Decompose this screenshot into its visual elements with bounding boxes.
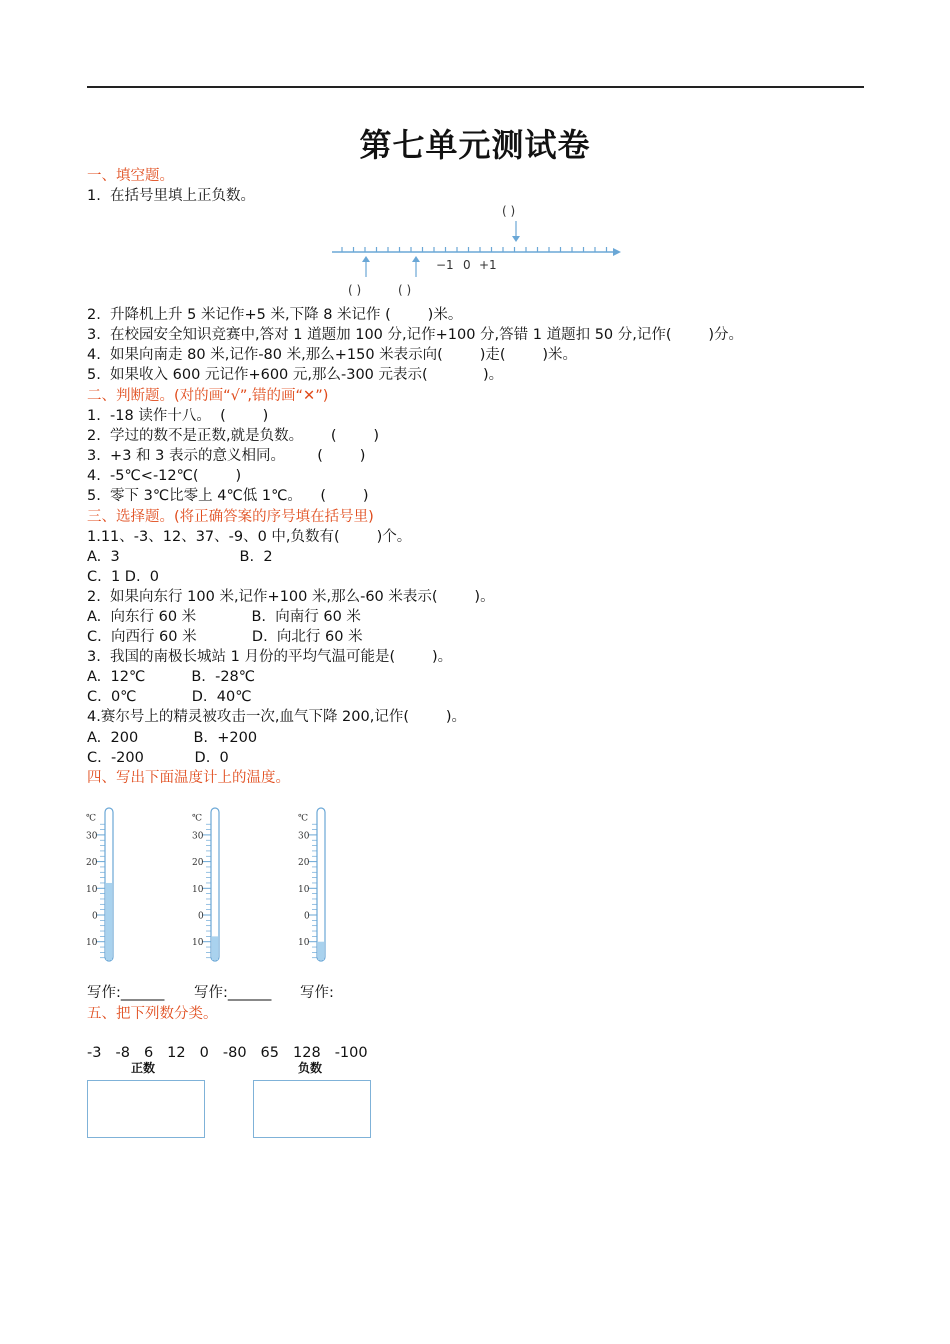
bottom-answer-paren-2: ( ) <box>398 283 412 297</box>
number-item: -8 <box>115 1045 130 1061</box>
thermometer-label-20: 20 <box>192 858 204 869</box>
thermometer-label-20: 20 <box>86 858 98 869</box>
section-4-heading: 四、写出下面温度计上的温度。 <box>87 770 290 786</box>
thermometer-label-0: 0 <box>198 911 204 922</box>
top-answer-paren: ( ) <box>502 204 516 218</box>
number-line <box>330 200 630 300</box>
s3-q1-options-ab: A. 3 B. 2 <box>87 549 273 565</box>
thermometer-tube <box>317 808 325 961</box>
thermometer-mercury <box>318 942 324 960</box>
s2-question-2: 2. 学过的数不是正数,就是负数。 ( ) <box>87 428 380 444</box>
thermometer-label-0: 0 <box>92 911 98 922</box>
thermometer-mercury <box>106 883 112 960</box>
thermometer-mercury <box>212 936 218 960</box>
thermometer-unit-label: ℃ <box>192 813 203 824</box>
section-3-heading: 三、选择题。(将正确答案的序号填在括号里) <box>87 509 374 525</box>
number-item: 128 <box>293 1045 321 1061</box>
s3-q3-options-cd: C. 0℃ D. 40℃ <box>87 689 252 705</box>
page-title: 第七单元测试卷 <box>359 126 591 164</box>
bottom-answer-paren-1: ( ) <box>348 283 362 297</box>
tick-label-pos1: +1 <box>479 258 497 272</box>
thermometer-label-30: 30 <box>86 831 98 842</box>
number-item: 12 <box>167 1045 186 1061</box>
s3-q4-options-ab: A. 200 B. +200 <box>87 730 258 746</box>
thermometer-label-20: 20 <box>298 858 310 869</box>
s3-q2-options-cd: C. 向西行 60 米 D. 向北行 60 米 <box>87 629 363 645</box>
s2-question-3: 3. +3 和 3 表示的意义相同。 ( ) <box>87 448 366 464</box>
section-1-heading: 一、填空题。 <box>87 168 174 184</box>
s3-q2-options-ab: A. 向东行 60 米 B. 向南行 60 米 <box>87 609 361 625</box>
s3-question-2: 2. 如果向东行 100 米,记作+100 米,那么-60 米表示( )。 <box>87 589 495 605</box>
number-item: 65 <box>260 1045 279 1061</box>
axis-arrowhead-icon <box>613 248 621 256</box>
thermometer-label-0: 0 <box>304 911 310 922</box>
thermometer-label-minus10: 10 <box>192 938 204 949</box>
thermometer-2-answer: 写作:______ <box>194 985 272 1001</box>
s3-question-4: 4.赛尔号上的精灵被攻击一次,血气下降 200,记作( )。 <box>87 709 467 725</box>
positive-box-label: 正数 <box>131 1061 156 1075</box>
s1-question-5: 5. 如果收入 600 元记作+600 元,那么-300 元表示( )。 <box>87 367 504 383</box>
negative-box-label: 负数 <box>298 1061 323 1075</box>
thermometer-1-answer: 写作:______ <box>87 985 165 1001</box>
top-rule <box>87 86 864 88</box>
positive-numbers-box <box>87 1080 205 1138</box>
tick-label-0: 0 <box>463 258 471 272</box>
section-2-heading: 二、判断题。(对的画“√”,错的画“✕”) <box>87 388 329 404</box>
s1-question-3: 3. 在校园安全知识竞赛中,答对 1 道题加 100 分,记作+100 分,答错 1 道题扣 50 分,记作( )分。 <box>87 327 744 343</box>
number-item: -80 <box>222 1045 247 1061</box>
s3-q1-options-cd: C. 1 D. 0 <box>87 569 160 585</box>
number-item: -100 <box>334 1045 368 1061</box>
down-arrowhead-icon <box>512 236 520 242</box>
number-item: 0 <box>199 1045 209 1061</box>
thermometer-label-10: 10 <box>298 884 310 895</box>
number-item: 6 <box>143 1045 154 1061</box>
s1-question-4: 4. 如果向南走 80 米,记作-80 米,那么+150 米表示向( )走( )米。 <box>87 347 578 363</box>
thermometer-label-minus10: 10 <box>298 938 310 949</box>
thermometer-label-10: 10 <box>192 884 204 895</box>
thermometer-2 <box>190 800 240 970</box>
tick-label-neg1: −1 <box>436 258 454 272</box>
thermometer-unit-label: ℃ <box>298 813 309 824</box>
up-arrowhead-2-icon <box>412 256 420 262</box>
s3-question-3: 3. 我国的南极长城站 1 月份的平均气温可能是( )。 <box>87 649 453 665</box>
s1-question-1: 1. 在括号里填上正负数。 <box>87 188 256 204</box>
s2-question-5: 5. 零下 3℃比零上 4℃低 1℃。 ( ) <box>87 488 369 504</box>
s3-q4-options-cd: C. -200 D. 0 <box>87 750 229 766</box>
thermometer-label-10: 10 <box>86 884 98 895</box>
s3-q3-options-ab: A. 12℃ B. -28℃ <box>87 669 256 685</box>
thermometer-1 <box>84 800 134 970</box>
thermometer-3-answer: 写作: <box>300 985 334 1001</box>
thermometer-label-30: 30 <box>298 831 310 842</box>
thermometer-unit-label: ℃ <box>86 813 97 824</box>
s2-question-4: 4. -5℃<-12℃( ) <box>87 468 242 484</box>
section-5-heading: 五、把下列数分类。 <box>87 1006 218 1022</box>
thermometer-label-30: 30 <box>192 831 204 842</box>
number-item: -3 <box>87 1045 102 1061</box>
up-arrowhead-1-icon <box>362 256 370 262</box>
s1-question-2: 2. 升降机上升 5 米记作+5 米,下降 8 米记作 ( )米。 <box>87 307 463 323</box>
negative-numbers-box <box>253 1080 371 1138</box>
s3-question-1: 1.11、-3、12、37、-9、0 中,负数有( )个。 <box>87 529 412 545</box>
thermometer-3 <box>296 800 346 970</box>
thermometer-label-minus10: 10 <box>86 938 98 949</box>
s2-question-1: 1. -18 读作十八。 ( ) <box>87 408 269 424</box>
